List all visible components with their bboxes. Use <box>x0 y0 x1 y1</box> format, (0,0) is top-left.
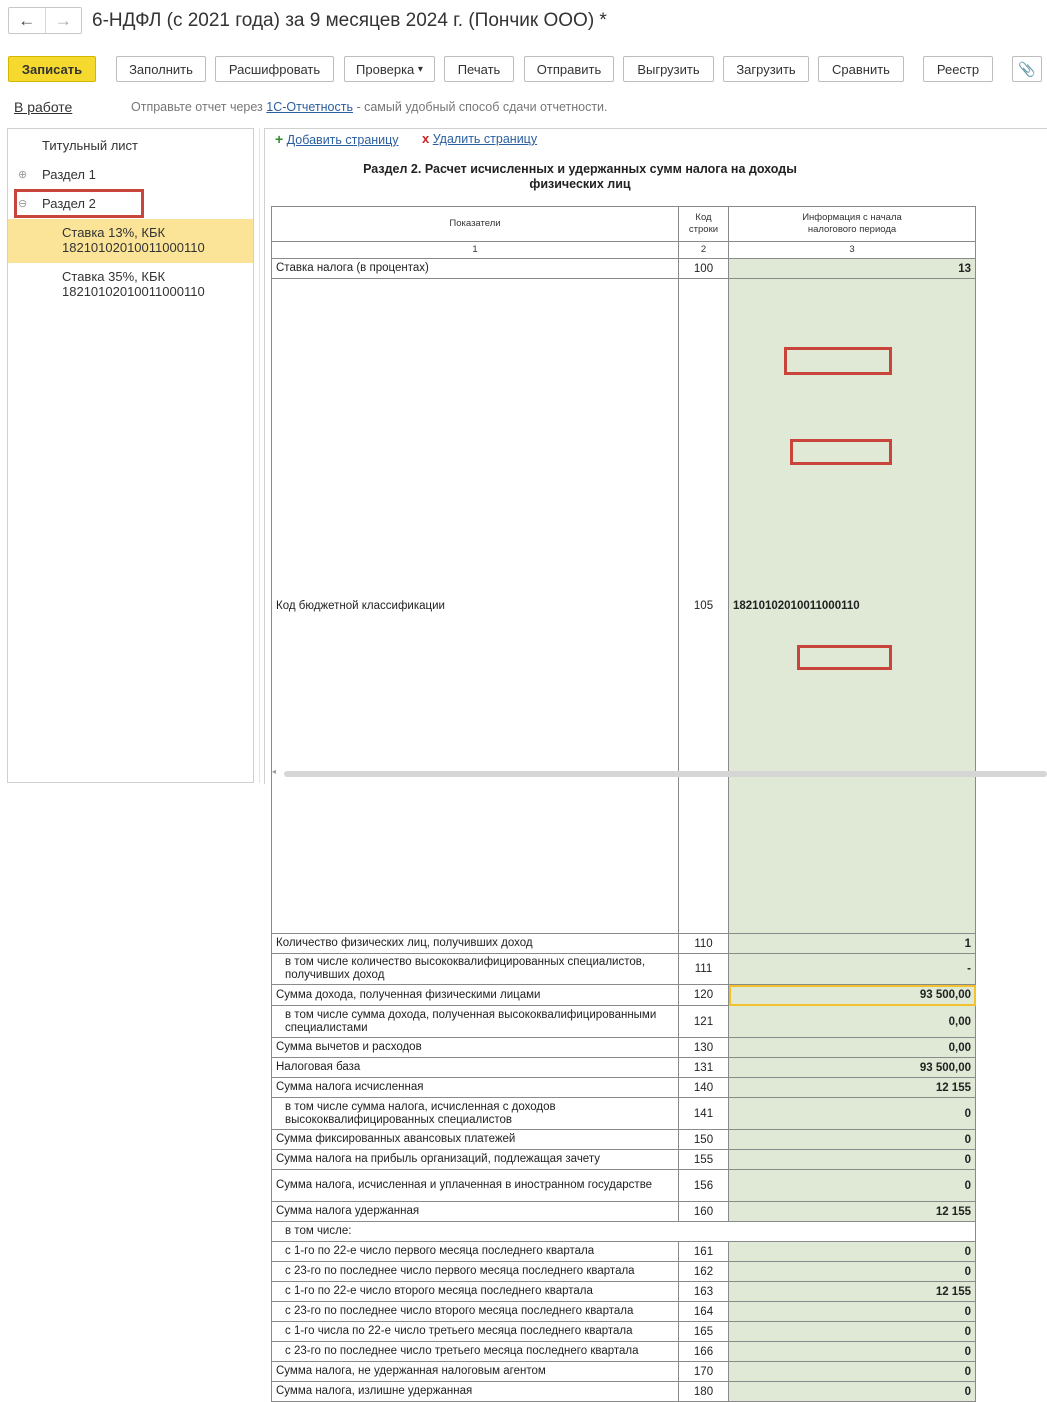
send-button[interactable]: Отправить <box>524 56 614 82</box>
compare-button[interactable]: Сравнить <box>818 56 904 82</box>
forward-arrow-icon[interactable]: → <box>45 8 82 33</box>
table-row <box>272 1038 976 1058</box>
column-header-indicators: Показатели <box>272 207 679 242</box>
row-code: 170 <box>679 1362 729 1382</box>
tree-item-title-page[interactable]: Титульный лист <box>42 138 139 153</box>
table-row <box>272 934 976 954</box>
hint-prefix: Отправьте отчет через <box>131 100 267 114</box>
table-row <box>272 1262 976 1282</box>
row-value[interactable]: 18210102010011000110 <box>729 279 976 934</box>
print-button[interactable]: Печать <box>444 56 514 82</box>
row-label: Сумма дохода, полученная физическими лицами <box>272 985 679 1006</box>
row-code: 164 <box>679 1302 729 1322</box>
table-row <box>272 1006 976 1038</box>
table-row <box>272 1342 976 1362</box>
row-value[interactable]: 12 155 <box>729 1202 976 1222</box>
decode-button[interactable]: Расшифровать <box>215 56 334 82</box>
table-row <box>272 1078 976 1098</box>
row-code: 180 <box>679 1382 729 1402</box>
row-value[interactable]: 0 <box>729 1342 976 1362</box>
highlight-row-120 <box>784 347 892 375</box>
header-code-line-1: Код <box>695 212 712 223</box>
column-header-code <box>679 207 729 242</box>
row-label: Сумма налога, излишне удержанная <box>272 1382 679 1402</box>
table-row <box>272 1150 976 1170</box>
row-code: 110 <box>679 934 729 954</box>
row-code: 161 <box>679 1242 729 1262</box>
row-code: 140 <box>679 1078 729 1098</box>
row-code: 120 <box>679 985 729 1006</box>
row-value[interactable]: 0 <box>729 1362 976 1382</box>
plus-icon: + <box>275 131 284 147</box>
rate-35-line-1: Ставка 35%, КБК <box>62 269 166 284</box>
row-label: Сумма налога удержанная <box>272 1202 679 1222</box>
back-arrow-icon[interactable]: ← <box>18 10 36 30</box>
row-label: Ставка налога (в процентах) <box>272 259 679 279</box>
highlight-section-2 <box>14 189 144 218</box>
row-code: 141 <box>679 1098 729 1130</box>
row-code: 156 <box>679 1170 729 1202</box>
delete-page-action[interactable] <box>422 131 537 146</box>
reporting-hint <box>131 100 608 114</box>
row-label: Налоговая база <box>272 1058 679 1078</box>
column-header-info <box>729 207 976 242</box>
report-table <box>271 206 976 1402</box>
header-info-line-2: налогового периода <box>807 224 897 235</box>
row-label: с 23-го по последнее число третьего месяца последнего квартала <box>272 1342 679 1362</box>
section-title-line-2: физических лиц <box>529 177 631 191</box>
row-value[interactable]: 0 <box>729 1262 976 1282</box>
row-label: в том числе сумма налога, исчисленная с доходов высококвалифицированных специалистов <box>272 1098 679 1130</box>
row-value[interactable]: 0 <box>729 1302 976 1322</box>
row-label: с 23-го по последнее число первого месяца последнего квартала <box>272 1262 679 1282</box>
save-button[interactable]: Записать <box>8 56 96 82</box>
row-value[interactable]: 0,00 <box>729 1006 976 1038</box>
check-label: Проверка <box>356 61 415 77</box>
highlight-row-140 <box>790 439 892 465</box>
collapse-icon[interactable]: ⊖ <box>18 198 28 210</box>
row-code: 150 <box>679 1130 729 1150</box>
row-label: с 1-го числа по 22-е число третьего месяца последнего квартала <box>272 1322 679 1342</box>
row-label: с 23-го по последнее число второго месяца последнего квартала <box>272 1302 679 1322</box>
section-title <box>340 162 820 192</box>
row-value[interactable]: 0 <box>729 1322 976 1342</box>
tree-item-rate-35[interactable] <box>8 263 253 307</box>
row-label: с 1-го по 22-е число второго месяца последнего квартала <box>272 1282 679 1302</box>
sections-tree <box>7 128 254 783</box>
table-row <box>272 1222 976 1242</box>
column-number-1: 1 <box>272 242 679 259</box>
tree-item-label: Раздел 1 <box>42 167 96 182</box>
row-label: в том числе количество высококвалифицированных специалистов, получивших доход <box>272 954 679 985</box>
hint-suffix: - самый удобный способ сдачи отчетности. <box>352 100 608 114</box>
table-row <box>272 1130 976 1150</box>
check-dropdown-button[interactable] <box>344 56 435 82</box>
panel-splitter[interactable] <box>259 128 263 783</box>
add-page-link[interactable]: Добавить страницу <box>286 133 399 147</box>
registry-button[interactable]: Реестр <box>923 56 993 82</box>
row-value[interactable]: 12 155 <box>729 1078 976 1098</box>
delete-icon: x <box>422 131 430 146</box>
row-value[interactable]: 93 500,00 <box>729 985 976 1006</box>
row-value[interactable]: 93 500,00 <box>729 1058 976 1078</box>
row-value[interactable]: 13 <box>729 259 976 279</box>
table-row <box>272 279 976 934</box>
rate-13-line-2: 18210102010011000110 <box>62 240 205 255</box>
paperclip-icon: 📎 <box>1018 60 1036 77</box>
scrollbar-thumb[interactable] <box>284 771 1047 777</box>
tree-item-label: Раздел 2 <box>42 196 96 211</box>
table-row <box>272 1362 976 1382</box>
table-row <box>272 1382 976 1402</box>
section-title-line-1: Раздел 2. Расчет исчисленных и удержанных сумм налога на доходы <box>363 162 797 176</box>
row-value[interactable]: 0 <box>729 1098 976 1130</box>
table-row <box>272 259 976 279</box>
table-row <box>272 1170 976 1202</box>
table-row <box>272 1202 976 1222</box>
tree-item-label <box>62 225 205 255</box>
status-link[interactable]: В работе <box>14 99 73 115</box>
table-header-row <box>272 207 976 242</box>
row-code: 162 <box>679 1262 729 1282</box>
row-code: 121 <box>679 1006 729 1038</box>
row-code: 130 <box>679 1038 729 1058</box>
row-code: 111 <box>679 954 729 985</box>
row-code: 155 <box>679 1150 729 1170</box>
row-label: Сумма налога, не удержанная налоговым агентом <box>272 1362 679 1382</box>
row-label: Код бюджетной классификации <box>272 279 679 934</box>
row-code: 160 <box>679 1202 729 1222</box>
add-page-action[interactable] <box>275 131 399 147</box>
row-code: 105 <box>679 279 729 934</box>
row-code: 165 <box>679 1322 729 1342</box>
table-row <box>272 1098 976 1130</box>
header-code-line-2: строки <box>688 224 719 235</box>
chevron-down-icon: ▾ <box>417 63 423 75</box>
row-label: в том числе сумма дохода, полученная высококвалифицированными специалистами <box>272 1006 679 1038</box>
row-code: 100 <box>679 259 729 279</box>
rate-13-line-1: Ставка 13%, КБК <box>62 225 166 240</box>
export-button[interactable]: Выгрузить <box>623 56 714 82</box>
row-label: Сумма вычетов и расходов <box>272 1038 679 1058</box>
table-row <box>272 1242 976 1262</box>
delete-page-link[interactable]: Удалить страницу <box>432 132 538 146</box>
fill-button[interactable]: Заполнить <box>116 56 206 82</box>
table-numbering-row <box>272 242 976 259</box>
rate-35-line-2: 18210102010011000110 <box>62 284 205 299</box>
row-label: Сумма налога исчисленная <box>272 1078 679 1098</box>
row-value[interactable]: 0 <box>729 1170 976 1202</box>
row-value[interactable]: 0 <box>729 1130 976 1150</box>
table-row <box>272 1282 976 1302</box>
window-title: 6-НДФЛ (с 2021 года) за 9 месяцев 2024 г. (Пончик ООО) * <box>92 10 607 31</box>
horizontal-scrollbar[interactable] <box>272 767 1047 778</box>
table-row <box>272 1058 976 1078</box>
import-button[interactable]: Загрузить <box>723 56 809 82</box>
expand-icon[interactable]: ⊕ <box>18 169 28 181</box>
row-label: Сумма налога на прибыль организаций, подлежащая зачету <box>272 1150 679 1170</box>
nav-buttons <box>8 7 82 34</box>
row-code: 166 <box>679 1342 729 1362</box>
row-label: Сумма налога, исчисленная и уплаченная в иностранном государстве <box>272 1170 679 1202</box>
row-label: в том числе: <box>272 1222 976 1242</box>
row-value[interactable]: 0 <box>729 1382 976 1402</box>
row-value[interactable]: 0 <box>729 1242 976 1262</box>
highlight-row-163 <box>797 645 892 670</box>
column-number-2: 2 <box>679 242 729 259</box>
row-label: Сумма фиксированных авансовых платежей <box>272 1130 679 1150</box>
table-row <box>272 954 976 985</box>
row-value[interactable]: 1 <box>729 934 976 954</box>
1c-reporting-link[interactable]: 1С-Отчетность <box>266 100 353 114</box>
table-row <box>272 1302 976 1322</box>
row-value[interactable]: - <box>729 954 976 985</box>
attach-button[interactable] <box>1012 56 1042 82</box>
table-row <box>272 985 976 1006</box>
tree-item-rate-13[interactable] <box>8 219 253 263</box>
header-info-line-1: Информация с начала <box>802 212 902 223</box>
row-label: Количество физических лиц, получивших доход <box>272 934 679 954</box>
row-value[interactable]: 12 155 <box>729 1282 976 1302</box>
column-number-3: 3 <box>729 242 976 259</box>
row-label: с 1-го по 22-е число первого месяца последнего квартала <box>272 1242 679 1262</box>
row-value[interactable]: 0,00 <box>729 1038 976 1058</box>
tree-item-label <box>62 269 205 299</box>
scroll-left-icon[interactable]: ◂ <box>272 767 277 776</box>
table-row <box>272 1322 976 1342</box>
row-code: 163 <box>679 1282 729 1302</box>
row-code: 131 <box>679 1058 729 1078</box>
row-value[interactable]: 0 <box>729 1150 976 1170</box>
